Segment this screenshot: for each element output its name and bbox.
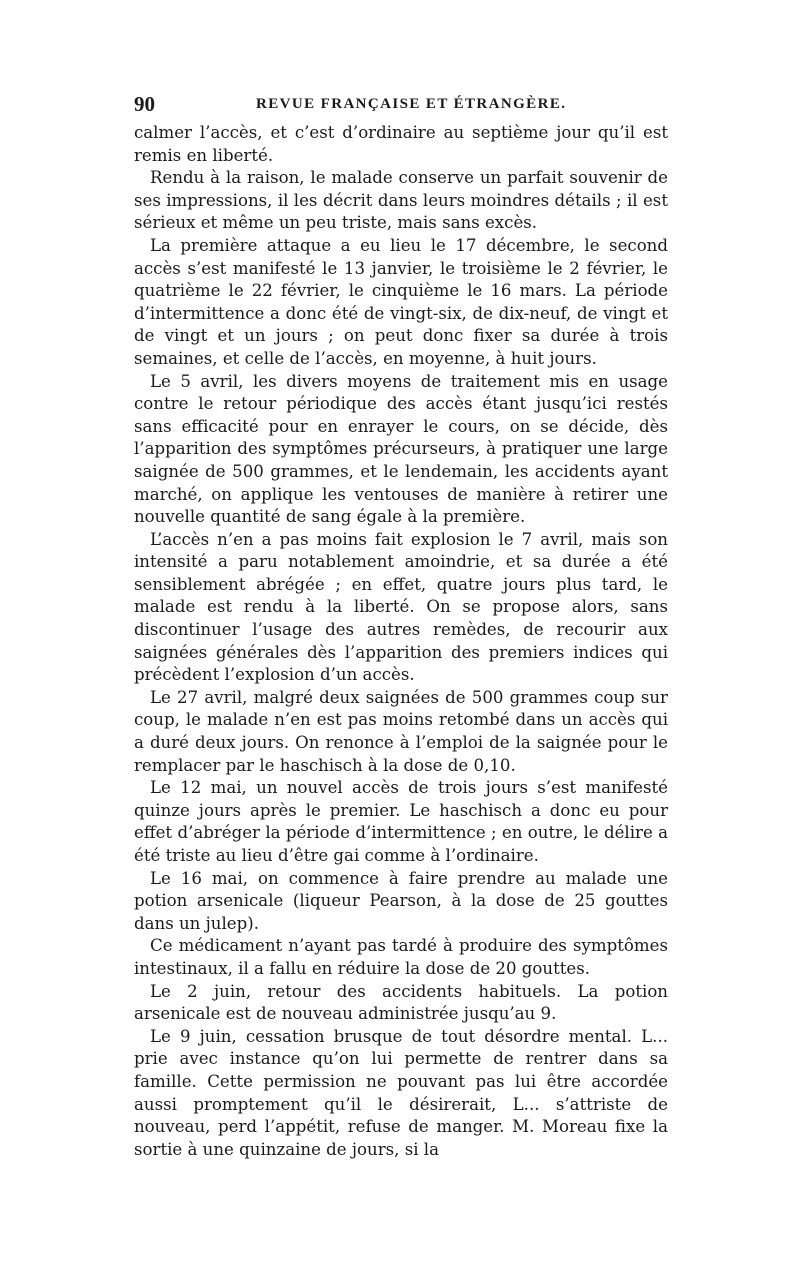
paragraph: Le 12 mai, un nouvel accès de trois jours s’est manifesté quinze jours après le premier. Le haschisch a donc eu pour effet d’abréger la période d’intermittence ; en outre, le délire a été triste au lieu d’être gai comme à l’ordinaire. <box>134 778 668 865</box>
paragraph: calmer l’accès, et c’est d’ordinaire au septième jour qu’il est remis en liberté. <box>134 123 668 165</box>
body-text <box>134 122 668 1161</box>
paragraph: Rendu à la raison, le malade conserve un parfait souvenir de ses impressions, il les décrit dans leurs moindres détails ; il est sérieux et même un peu triste, mais sans excès. <box>134 168 668 233</box>
paragraph: Le 2 juin, retour des accidents habituels. La potion arsenicale est de nouveau administrée jusqu’au 9. <box>134 981 668 1024</box>
page-header <box>134 92 668 122</box>
paragraph: Le 9 juin, cessation brusque de tout désordre mental. L... prie avec instance qu’on lui permette de rentrer dans sa famille. Cette permission ne pouvant pas lui être accordée aussi promptement qu’il le désirerait, L... s’attriste de nouveau, perd l’appétit, refuse de manger. M. Moreau fixe la sortie à une quinzaine de jours, si la <box>134 1026 668 1159</box>
page-number: 90 <box>134 92 155 116</box>
paragraph: Le 27 avril, malgré deux saignées de 500 grammes coup sur coup, le malade n’en est pas moins retombé dans un accès qui a duré deux jours. On renonce à l’emploi de la saignée pour le remplacer par le haschisch à la dose de 0,10. <box>134 687 668 775</box>
paragraph: L’accès n’en a pas moins fait explosion le 7 avril, mais son intensité a paru notablement amoindrie, et sa durée a été sensiblement abrégée ; en effet, quatre jours plus tard, le malade est rendu à la liberté. On se propose alors, sans discontinuer l’usage des autres remèdes, de recourir aux saignées générales dès l’apparition des premiers indices qui précèdent l’explosion d’un accès. <box>134 529 668 685</box>
running-title: REVUE FRANÇAISE ET ÉTRANGÈRE. <box>256 96 567 112</box>
paragraph: La première attaque a eu lieu le 17 décembre, le second accès s’est manifesté le 13 janvier, le troisième le 2 février, le quatrième le 22 février, le cinquième le 16 mars. La période d’intermittence a donc été de vingt-six, de dix-neuf, de vingt et de vingt et un jours ; on peut donc fixer sa durée à trois semaines, et celle de l’accès, en moyenne, à huit jours. <box>134 235 668 368</box>
paragraph: Le 5 avril, les divers moyens de traitement mis en usage contre le retour périodique des accès étant jusqu’ici restés sans efficacité pour en enrayer le cours, on se décide, dès l’apparition des symptômes précurseurs, à pratiquer une large saignée de 500 grammes, et le lendemain, les accidents ayant marché, on applique les ventouses de manière à retirer une nouvelle quantité de sang égale à la première. <box>134 371 668 527</box>
paragraph: Le 16 mai, on commence à faire prendre au malade une potion arsenicale (liqueur Pearson, à la dose de 25 gouttes dans un julep). <box>134 868 668 933</box>
book-page <box>134 92 668 1161</box>
paragraph: Ce médicament n’ayant pas tardé à produire des symptômes intestinaux, il a fallu en réduire la dose de 20 gouttes. <box>134 936 668 978</box>
